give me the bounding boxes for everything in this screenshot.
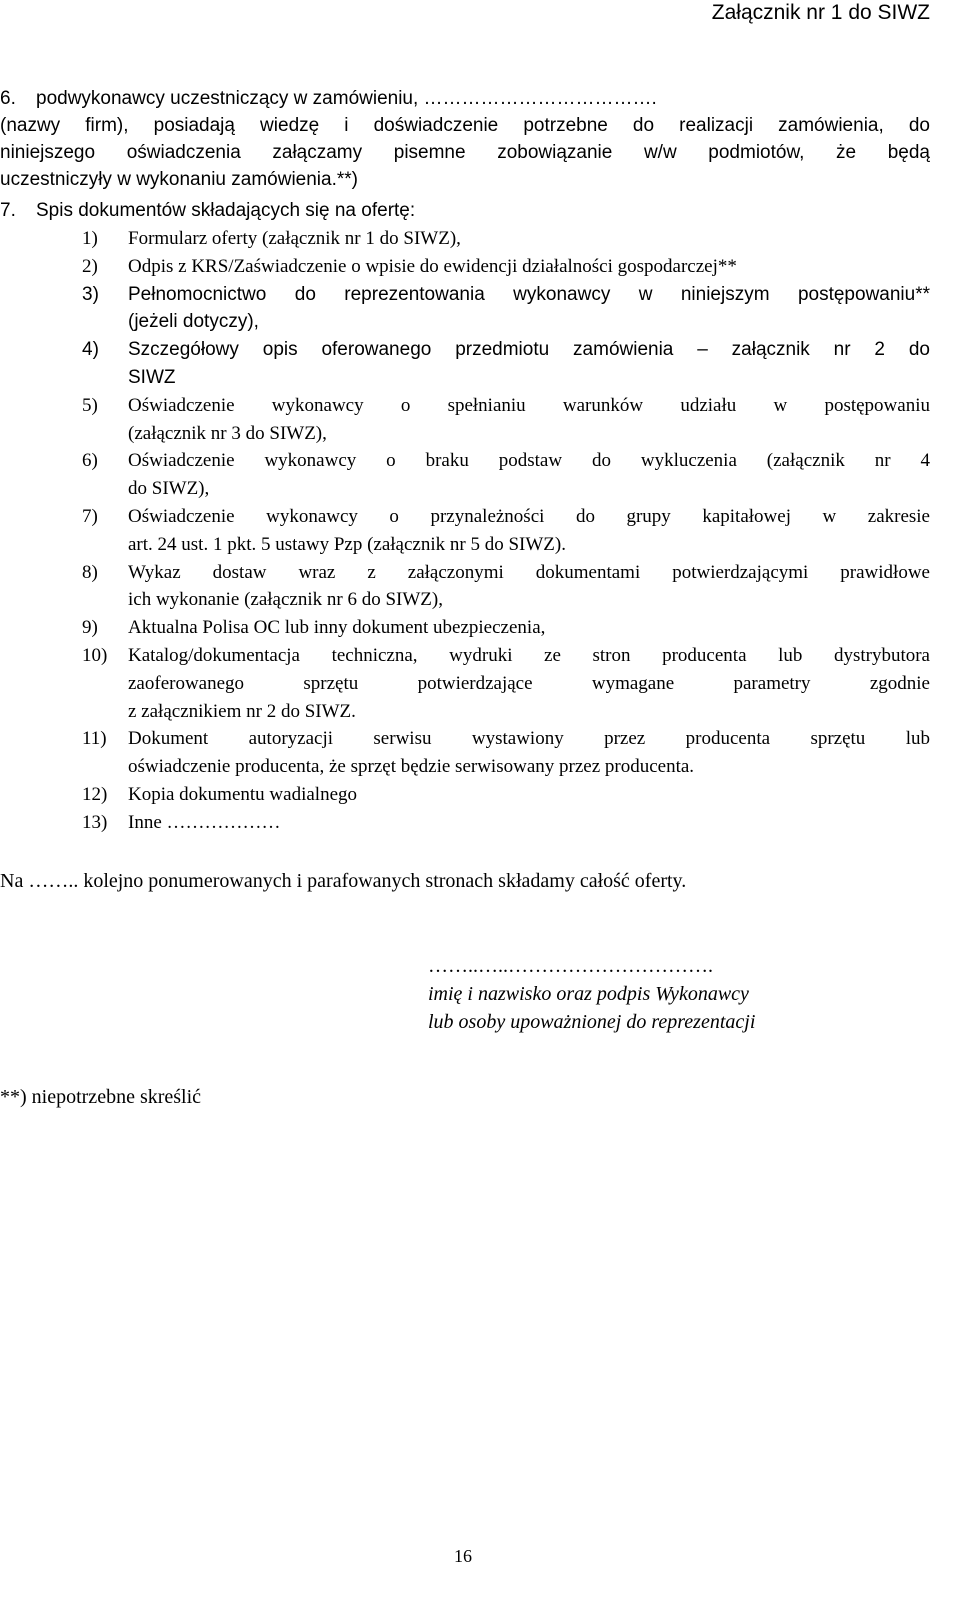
list-item-number: 13) bbox=[82, 811, 108, 833]
list-item-number: 1) bbox=[82, 228, 98, 249]
list-item bbox=[82, 781, 930, 809]
summary-text: Na …….. kolejno ponumerowanych i parafowanych stronach składamy całość oferty. bbox=[0, 870, 687, 892]
list-item bbox=[82, 559, 930, 615]
item-6-text bbox=[0, 139, 930, 166]
list-item-text: Kopia dokumentu wadialnego bbox=[128, 783, 358, 805]
list-item-text: Wykaz dostaw wraz z załączonymi dokumentami potwierdzającymi prawidłowe bbox=[128, 561, 930, 583]
list-item-text: Dokument autoryzacji serwisu wystawiony przez producenta sprzętu lub bbox=[128, 728, 930, 750]
item-6-text bbox=[36, 85, 930, 112]
list-item-text: Aktualna Polisa OC lub inny dokument ubezpieczenia, bbox=[128, 617, 546, 639]
item-6-text bbox=[0, 112, 930, 139]
item-6-line: uczestniczyły w wykonaniu zamówienia.**) bbox=[0, 169, 358, 190]
list-item-number: 3) bbox=[82, 283, 99, 305]
list-item bbox=[82, 503, 930, 559]
list-item-text: Pełnomocnictwo do reprezentowania wykonawcy w niniejszym postępowaniu** bbox=[128, 283, 930, 305]
list-item-number: 12) bbox=[82, 783, 108, 805]
signature-block bbox=[428, 952, 828, 1036]
list-item bbox=[82, 392, 930, 448]
list-item-number: 7) bbox=[82, 505, 98, 527]
list-item-text: SIWZ bbox=[128, 366, 176, 388]
list-item bbox=[82, 336, 930, 392]
list-item-text: oświadczenie producenta, że sprzęt będzie serwisowany przez producenta. bbox=[128, 756, 695, 778]
list-item bbox=[82, 614, 930, 642]
list-item bbox=[82, 253, 930, 281]
list-item-number: 8) bbox=[82, 561, 98, 583]
list-item-number: 4) bbox=[82, 339, 99, 361]
list-item bbox=[82, 225, 930, 253]
list-item bbox=[82, 447, 930, 503]
document-list bbox=[82, 225, 930, 837]
list-item-number: 2) bbox=[82, 255, 98, 277]
list-item-text: Oświadczenie wykonawcy o spełnianiu warunków udziału w postępowaniu bbox=[128, 394, 930, 416]
list-item bbox=[82, 281, 930, 337]
item-7-title: Spis dokumentów składających się na ofertę: bbox=[36, 200, 416, 221]
list-item-text: zaoferowanego sprzętu potwierdzające wymagane parametry zgodnie bbox=[128, 672, 930, 694]
list-item-text: ich wykonanie (załącznik nr 6 do SIWZ), bbox=[128, 589, 443, 611]
list-item-number: 5) bbox=[82, 394, 98, 416]
page-header bbox=[712, 0, 930, 23]
list-item bbox=[82, 642, 930, 725]
item-6-line: niniejszego oświadczenia załączamy pisemne zobowiązanie w/w podmiotów, że będą bbox=[0, 142, 930, 163]
footnote: **) niepotrzebne skreślić bbox=[0, 1086, 202, 1108]
list-item-text: z załącznikiem nr 2 do SIWZ. bbox=[128, 700, 356, 722]
item-6-line: podwykonawcy uczestniczący w zamówieniu, ………………………………. bbox=[36, 88, 657, 109]
signature-caption: imię i nazwisko oraz podpis Wykonawcy bbox=[428, 983, 749, 1005]
list-item-number: 9) bbox=[82, 617, 98, 639]
list-item-text: Katalog/dokumentacja techniczna, wydruki ze stron producenta lub dystrybutora bbox=[128, 644, 930, 666]
page-number: 16 bbox=[454, 1546, 472, 1566]
list-item-text: Oświadczenie wykonawcy o braku podstaw do wykluczenia (załącznik nr 4 bbox=[128, 450, 930, 472]
list-item-number: 11) bbox=[82, 728, 107, 750]
section-item-6 bbox=[0, 85, 930, 193]
list-item-text: (załącznik nr 3 do SIWZ), bbox=[128, 422, 327, 444]
header-title: Załącznik nr 1 do SIWZ bbox=[711, 1, 930, 24]
list-item-text: Inne ……………… bbox=[128, 811, 281, 833]
item-6-text bbox=[0, 166, 930, 193]
list-item bbox=[82, 809, 930, 837]
list-item-text: Odpis z KRS/Zaświadczenie o wpisie do ewidencji działalności gospodarczej** bbox=[128, 255, 737, 277]
section-item-7 bbox=[0, 197, 930, 224]
item-6-number: 6. bbox=[0, 88, 16, 109]
item-7-number: 7. bbox=[0, 200, 16, 221]
item-6-line: (nazwy firm), posiadają wiedzę i doświadczenie potrzebne do realizacji zamówienia, do bbox=[0, 115, 930, 136]
list-item-text: (jeżeli dotyczy), bbox=[128, 311, 259, 333]
list-item-text: art. 24 ust. 1 pkt. 5 ustawy Pzp (załącznik nr 5 do SIWZ). bbox=[128, 533, 566, 555]
list-item-text: Formularz oferty (załącznik nr 1 do SIWZ), bbox=[128, 228, 461, 249]
list-item-number: 10) bbox=[82, 644, 108, 666]
list-item-text: Szczegółowy opis oferowanego przedmiotu zamówienia – załącznik nr 2 do bbox=[128, 339, 930, 361]
list-item-text: do SIWZ), bbox=[128, 478, 210, 500]
list-item-text: Oświadczenie wykonawcy o przynależności do grupy kapitałowej w zakresie bbox=[128, 505, 930, 527]
signature-line: ……..…..…………………………. bbox=[428, 955, 713, 977]
list-item bbox=[82, 725, 930, 781]
signature-caption: lub osoby upoważnionej do reprezentacji bbox=[428, 1011, 756, 1033]
list-item-number: 6) bbox=[82, 450, 98, 472]
